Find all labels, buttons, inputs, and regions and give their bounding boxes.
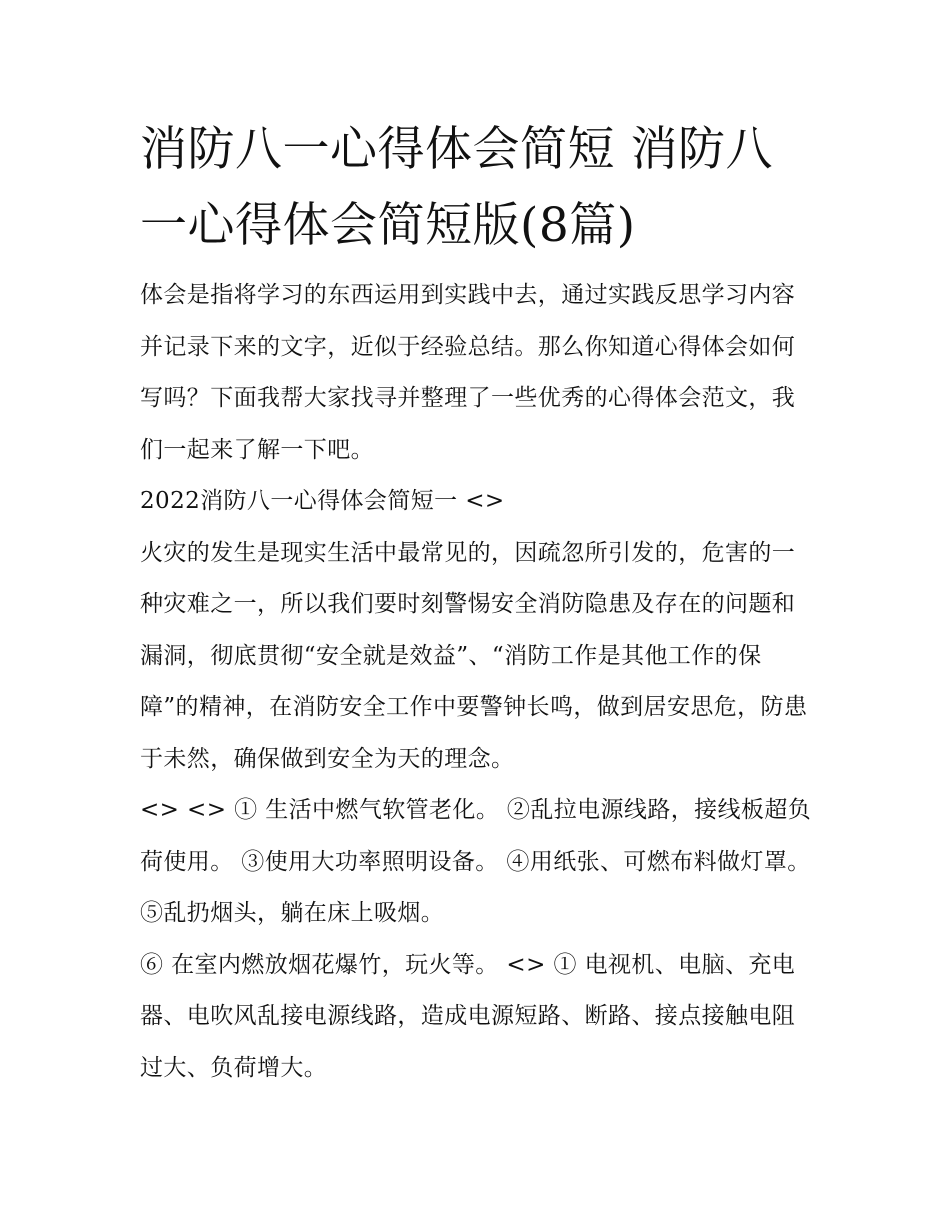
document-body <box>140 112 812 1094</box>
body-paragraph: ⑥ 在室内燃放烟花爆竹，玩火等。 <> ① 电视机、电脑、充电器、电吹风乱接电源线路，造成电源短路、断路、接点接触电阻过大、负荷增大。 <box>140 951 796 1081</box>
section-heading: 2022消防八一心得体会简短一 <> <box>140 488 505 514</box>
body-paragraph: <> <> ① 生活中燃气软管老化。 ②乱拉电源线路，接线板超负荷使用。 ③使用大功率照明设备。 ④用纸张、可燃布料做灯罩。 ⑤乱扔烟头，躺在床上吸烟。 <box>140 797 812 926</box>
document-title: 消防八一心得体会简短 消防八一心得体会简短版(8篇) <box>140 122 773 253</box>
intro-paragraph: 体会是指将学习的东西运用到实践中去，通过实践反思学习内容并记录下来的文字，近似于经验总结。那么你知道心得体会如何写吗？下面我帮大家找寻并整理了一些优秀的心得体会范文，我们一起来了解一下吧。 <box>140 282 796 463</box>
body-paragraph: 火灾的发生是现实生活中最常见的，因疏忽所引发的，危害的一种灾难之一，所以我们要时刻警惕安全消防隐患及存在的问题和漏洞，彻底贯彻“安全就是效益”、“消防工作是其他工作的保障”的精神，在消防安全工作中要警钟长鸣，做到居安思危，防患于未然，确保做到安全为天的理念。 <box>140 539 808 772</box>
